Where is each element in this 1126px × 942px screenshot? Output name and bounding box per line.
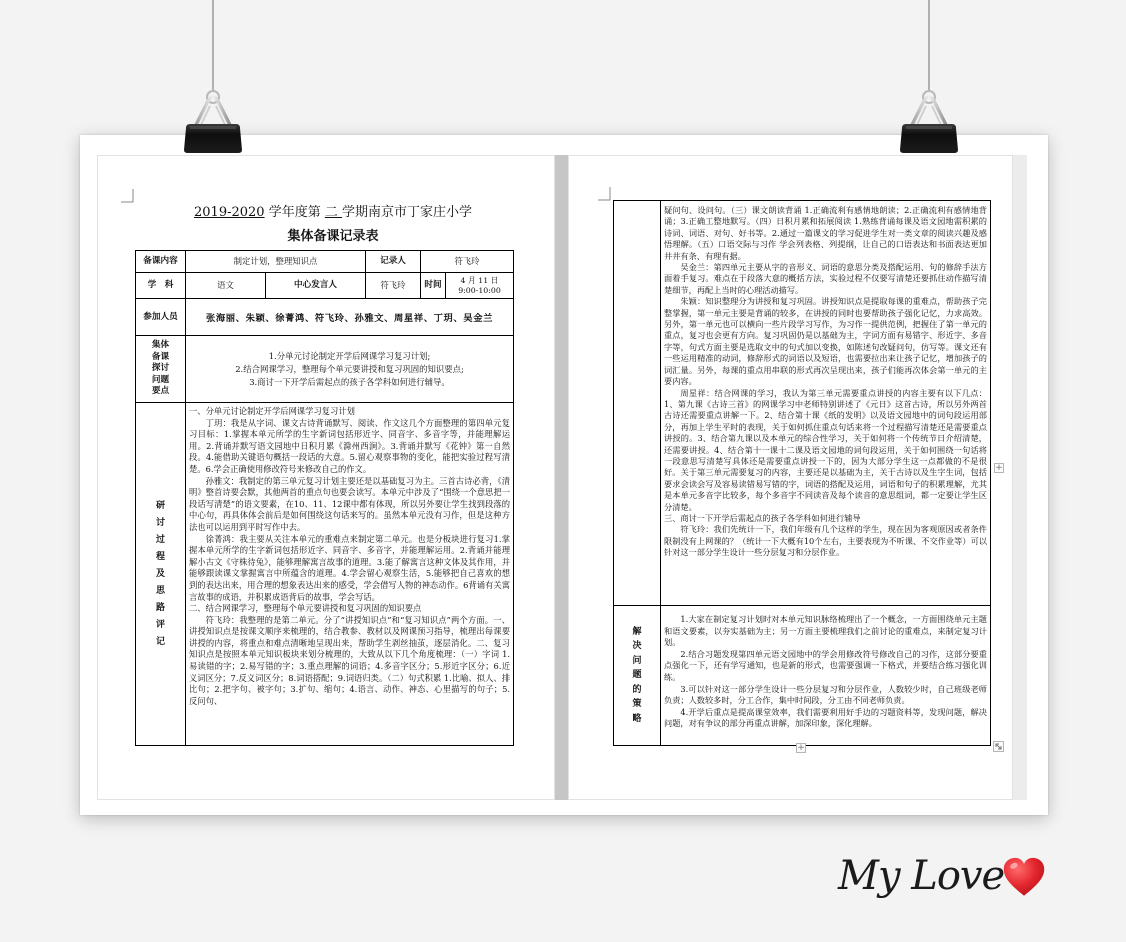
section-heading: 二、结合网课学习，整理每个单元要讲授和复习巩固的知识要点 bbox=[189, 603, 422, 614]
table-row bbox=[136, 403, 514, 746]
discussion-paragraph: 朱颖：知识整理分为讲授和复习巩固。讲授知识点是提取每课的重难点，帮助孩子完整掌握，第一单元主要是背诵的较多，在讲授的同时也要帮助孩子强化记忆，力求高效。另外，第一单元也可以横向一些片段学习写作，为习作一提供范例，把握住了第一单元的重点，复习也会更有方向。复习巩固仍是以基础为主，字词方面有易错字、形近字、多音字等，句式方面主要是选取文中的句式加以变换，如陈述句改疑问句，仿写等。课文还有一些运用精准的动词，修辞形式的词语以及短语，也需要拉出来让孩子记忆，增加孩子的词汇量。另外，每课的重点用串联的形式再次呈现出来，孩子们能再次体会第一单元的主要内容。 bbox=[664, 296, 987, 387]
discussion-paragraph: 符飞玲：我们先统计一下，我们年级有几个这样的学生，现在因为客观原因或者条件限制没有上网课的？（统计一下大概有10个左右，主要表现为不听课、不交作业等）可以针对这一部分学生设计一些分层复习和分层作业。 bbox=[664, 524, 987, 558]
discussion-paragraph: 吴金兰：第四单元主要从字的音形义、词语的意思分类及搭配运用、句的修辞手法方面着手复习。难点在于段落大意的概括方法，实验过程不仅要写清楚还要抓住动作描写清楚细节，再配上当时的心理活动描写。 bbox=[664, 262, 987, 295]
table-row bbox=[136, 273, 514, 299]
strategy-paragraph: 3.可以针对这一部分学生设计一些分层复习和分层作业，人数较少时，自己班级老师负责；人数较多时，分工合作，集中时间段，分工由不同老师负责。 bbox=[664, 683, 987, 706]
topic-item: 2.结合网课学习，整理每个单元要讲授和复习巩固的知识要点; bbox=[235, 363, 464, 374]
binder-clip-icon bbox=[900, 0, 958, 153]
strategy-text bbox=[661, 606, 990, 744]
resize-handle-icon[interactable] bbox=[993, 741, 1004, 752]
strategy-paragraph: 2.结合习题发现第四单元语文园地中的学会用修改符号修改自己的习作，这部分要重点强化一下，还有学写通知，也是新的形式，也需要强调一下格式，并要结合练习强化训练。 bbox=[664, 648, 987, 682]
signature-text: My Love bbox=[838, 853, 1005, 899]
lesson-content-label: 备课内容 bbox=[136, 251, 186, 273]
strategy-paragraph: 4.开学后重点是提高课堂效率，我们需要利用好手边的习题资料等，发现问题，解决问题，对有争议的部分再重点讲解，加深印象，深化理解。 bbox=[664, 706, 987, 729]
strategy-label-cell bbox=[614, 606, 661, 746]
crop-mark-left bbox=[120, 188, 136, 206]
title-term: 二 bbox=[324, 205, 342, 220]
plus-icon: + bbox=[995, 463, 1003, 473]
continued-label-cell bbox=[614, 201, 661, 606]
subject-value: 语文 bbox=[186, 273, 266, 299]
binder-clip-icon bbox=[184, 0, 242, 153]
record-table bbox=[135, 250, 514, 746]
recorder-value: 符飞玲 bbox=[421, 251, 514, 273]
section-heading: 一、分单元讨论制定开学后网课学习复习计划 bbox=[189, 406, 355, 416]
time-label: 时间 bbox=[421, 273, 446, 299]
section-heading: 三、商讨一下开学后需起点的孩子各学科如何进行辅导 bbox=[664, 512, 861, 523]
discussion-paragraph: 孙雅文：我制定的第三单元复习计划主要还是以基础复习为主。三首古诗必背，《清明》整首诗要会默，其他两首的重点句也要会读写。本单元中涉及了“围绕一个意思把一段话写清楚”的语文要素，在10、11、12课中都有体现，所以另外要让学生找到段落的中心句，再具体体会前后是如何围绕这句话来写的。虽然本单元没有习作，但是这种方法也可以运用到平时写作中去。 bbox=[189, 475, 510, 532]
title-rest: 学期南京市丁家庄小学 bbox=[341, 205, 472, 220]
table-row bbox=[136, 336, 514, 403]
table-row bbox=[614, 201, 991, 606]
record-table-continued bbox=[613, 200, 991, 746]
participants-value: 张海丽、朱颖、徐菁鸿、符飞玲、孙雅文、周星祥、丁玥、吴金兰 bbox=[186, 299, 514, 336]
continued-cell bbox=[661, 201, 991, 606]
title-year: 2019-2020 bbox=[194, 205, 265, 220]
topics-list bbox=[186, 336, 514, 403]
discussion-label-cell bbox=[136, 403, 186, 746]
viewer-edge-strip bbox=[1013, 155, 1027, 800]
add-row-button[interactable] bbox=[796, 743, 806, 753]
discussion-paragraph: 丁玥：我是从字词、课文古诗背诵默写、阅读、作文这几个方面整理的第四单元复习目标：1.掌握本单元所学的生字新词包括形近字、同音字、多音字等，并能理解运用。2.背诵并默写语文园地中日积月累《滁州西涧》。3.背诵并默写《花钟》第一自然段。4.能借助关键语句概括一段话的大意。5.留心观察事物的变化，能把实验过程写清楚。6.学会正确使用修改符号来修改自己的作文。 bbox=[189, 417, 510, 474]
page-gutter bbox=[555, 155, 568, 800]
topic-item: 3.商讨一下开学后需起点的孩子各学科如何进行辅导。 bbox=[249, 376, 450, 387]
time-value bbox=[446, 273, 514, 299]
lesson-content-value: 制定计划，整理知识点 bbox=[186, 251, 366, 273]
discussion-paragraph: 符飞玲：我整理的是第二单元。分了“讲授知识点”和“复习知识点”两个方面。一、讲授知识点是按课文顺序来梳理的，结合教参、教材以及网课预习指导，梳理出每课要讲授的内容，将重点和难点清晰地呈现出来，帮助学生剥丝抽茧，逐层消化。二、复习知识点是按照本单元知识板块来划分梳理的，大致从以下几个角度梳理：（一）字词 1.易读错的字；2.易写错的字；3.重点理解的词语；4.多音字区分；5.形近字区分；6.近义词区分；7.反义词区分；8.词语搭配；9.词语归类。（二）句式积累 1.比喻、拟人、排比句；2.把字句、被字句；3.扩句、缩句；4.语言、动作、神态、心里描写的句子；5.反问句、 bbox=[189, 614, 510, 706]
speaker-value: 符飞玲 bbox=[366, 273, 421, 299]
discussion-text bbox=[186, 403, 513, 744]
participants-label: 参加人员 bbox=[136, 299, 186, 336]
plus-icon: + bbox=[797, 743, 805, 753]
document-title bbox=[150, 204, 516, 222]
continued-text bbox=[661, 201, 990, 604]
subject-label: 学 科 bbox=[136, 273, 186, 299]
date-text: 4 月 11 日 bbox=[460, 275, 499, 285]
heart-icon bbox=[1002, 856, 1046, 898]
table-row bbox=[136, 251, 514, 273]
strategy-cell bbox=[661, 606, 991, 746]
crop-mark-right bbox=[597, 186, 613, 204]
recorder-label: 记录人 bbox=[366, 251, 421, 273]
topics-label: 集体备课探讨问题要点 bbox=[151, 340, 170, 397]
document-subtitle: 集体备课记录表 bbox=[287, 229, 379, 244]
title-mid: 学年度第 bbox=[264, 205, 325, 220]
strategy-label: 解决问题的策略 bbox=[632, 626, 642, 724]
add-column-button[interactable] bbox=[994, 463, 1004, 473]
table-row bbox=[614, 606, 991, 746]
discussion-cell bbox=[186, 403, 514, 746]
discussion-label: 研讨过程及思路评记 bbox=[155, 500, 165, 647]
time-text: 9:00-10:00 bbox=[458, 285, 501, 295]
discussion-paragraph: 周星祥：结合网课的学习，我认为第三单元需要重点讲授的内容主要有以下几点：1、第九课《古诗三首》的网课学习中老师特别讲述了《元日》这首古诗，所以另外两首古诗还需要重点讲解一下。2、结合第十课《纸的发明》以及语文园地中的词句段运用部分，再加上学生平时的表现，关于如何抓住重点句话来将一个过程描写清楚还是需要重点讲授的。3、结合第九课以及本单元的综合性学习，关于如何将一个传统节日介绍清楚，还需要讲授。4、结合第十一课十二课及语文园地的词句段运用，关于如何围绕一句话将一段意思写清楚写具体还是需要重点讲授一下的，因为大部分学生这一点都做的不是很好。关于第三单元需要复习的内容，主要还是以基础为主，关于古诗以及生字生词，包括要求会读会写及容易读错易写错的字，词语的搭配及运用，词语和句子的积累理解，尤其是本单元多音字比较多，每个多音字不同读音及每个读音的意思组词，都一定要让学生区分清楚。 bbox=[664, 387, 987, 512]
table-row bbox=[136, 299, 514, 336]
discussion-paragraph: 疑问句、设问句。（三）课文朗读背诵 1.正确流利有感情地朗读；2.正确流利有感情地背诵；3.正确工整地默写。（四）日积月累和拓展阅读 1.熟练背诵每课及语文园地需积累的诗词、词语、对句、好书等。2.通过一篇课文的学习促进学生对一类文章的阅读兴趣及感悟理解。（五）口语交际与习作 学会列表格、列提纲，让自己的口语表达和书面表达更加井井有条、有理有据。 bbox=[664, 205, 987, 261]
topic-item: 1.分单元讨论制定开学后网课学习复习计划; bbox=[268, 350, 431, 361]
discussion-paragraph: 徐菁鸿：我主要从关注本单元的重难点来制定第二单元。也是分板块进行复习1.掌握本单元所学的生字新词包括形近字、同音字、多音字，并能理解运用。2.背诵并能理解小古文《守株待兔》，能够理解寓言故事的道理。3.能了解寓言这种文体及其作用，并能够跟读课文掌握寓言中所蕴含的道理。4.学会留心观察生活，5.能够把自己喜欢的想到的表达出来，用合理的想象表达出来的感受，学会借写人物的神态动作。6背诵有关寓言故事的成语，并积累成语背后的故事，学会写话。 bbox=[189, 533, 510, 602]
topics-label-cell bbox=[136, 336, 186, 403]
strategy-paragraph: 1.大家在制定复习计划时对本单元知识脉络梳理出了一个概念，一方面围绕单元主题和语文要素，以夯实基础为主；另一方面主要梳理我们之前讨论的重难点，来制定复习计划。 bbox=[664, 614, 987, 648]
speaker-label: 中心发言人 bbox=[266, 273, 366, 299]
